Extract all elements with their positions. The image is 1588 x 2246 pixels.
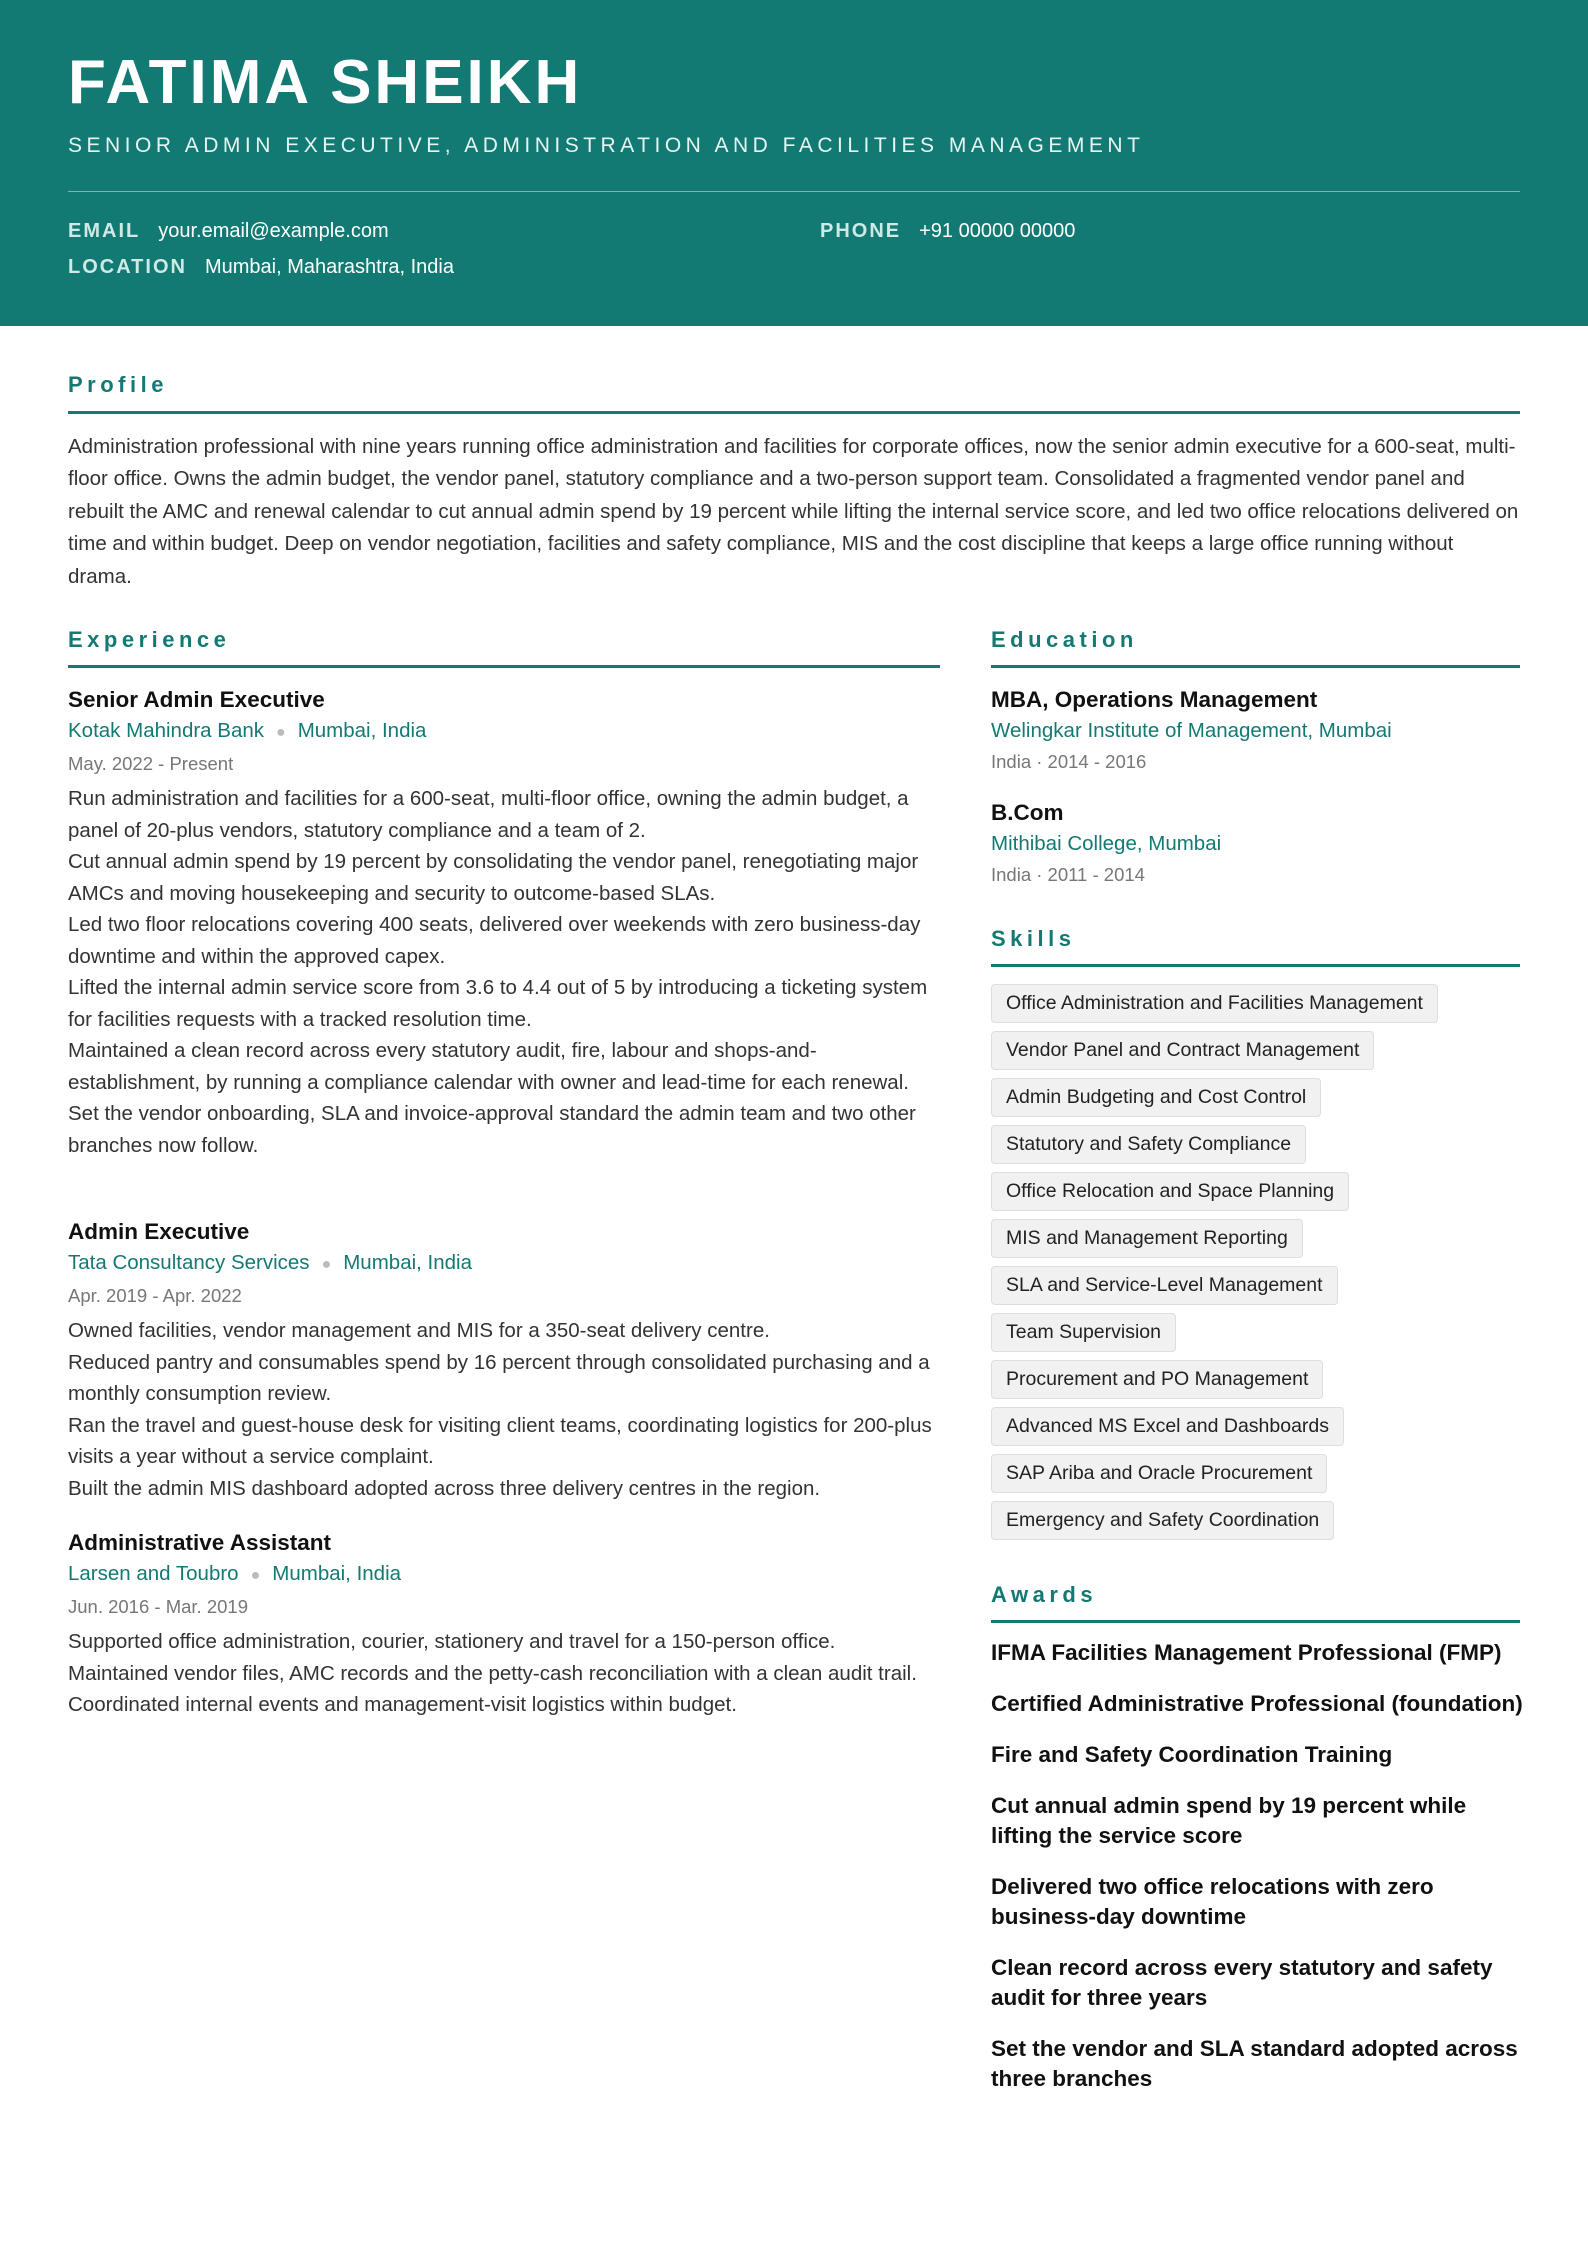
education-degree: B.Com bbox=[991, 800, 1064, 825]
skill-chip: SLA and Service-Level Management bbox=[991, 1266, 1338, 1305]
skill-chip: Office Administration and Facilities Management bbox=[991, 984, 1438, 1023]
job-line: Set the vendor onboarding, SLA and invoice-approval standard the admin team and two other branches now follow. bbox=[68, 1102, 916, 1157]
job-company-line bbox=[68, 715, 940, 749]
award-item: Set the vendor and SLA standard adopted across three branches bbox=[991, 2036, 1518, 2091]
job-line: Built the admin MIS dashboard adopted across three delivery centres in the region. bbox=[68, 1476, 821, 1500]
skill-chip: Emergency and Safety Coordination bbox=[991, 1501, 1334, 1540]
job-company-line bbox=[68, 1558, 940, 1592]
skill-chip: Statutory and Safety Compliance bbox=[991, 1125, 1306, 1164]
job-location: Mumbai, India bbox=[297, 719, 427, 742]
awards-rule bbox=[991, 1620, 1520, 1623]
job-description bbox=[68, 783, 940, 1161]
job-line: Led two floor relocations covering 400 seats, delivered over weekends with zero business-day downtime and within the approved capex. bbox=[68, 913, 921, 968]
award-item: IFMA Facilities Management Professional (FMP) bbox=[991, 1640, 1502, 1665]
award-item: Delivered two office relocations with zero business-day downtime bbox=[991, 1874, 1434, 1929]
education-meta: India · 2011 - 2014 bbox=[991, 864, 1145, 885]
awards-heading: Awards bbox=[991, 1582, 1098, 1607]
skill-chip: MIS and Management Reporting bbox=[991, 1219, 1303, 1258]
skill-chip: Procurement and PO Management bbox=[991, 1360, 1323, 1399]
job-line: Maintained vendor files, AMC records and the petty-cash reconciliation with a clean audit trail. bbox=[68, 1661, 917, 1685]
job-line: Owned facilities, vendor management and MIS for a 350-seat delivery centre. bbox=[68, 1319, 770, 1342]
resume-header bbox=[0, 0, 1588, 326]
phone-value[interactable]: +91 00000 00000 bbox=[919, 220, 1076, 242]
education-meta: India · 2014 - 2016 bbox=[991, 751, 1147, 772]
job-line: Coordinated internal events and management-visit logistics within budget. bbox=[68, 1693, 737, 1716]
job-company-line bbox=[68, 1247, 940, 1281]
profile-heading: Profile bbox=[68, 372, 168, 397]
award-item: Clean record across every statutory and safety audit for three years bbox=[991, 1955, 1493, 2010]
job-company: Larsen and Toubro bbox=[68, 1562, 239, 1585]
job-dates: Apr. 2019 - Apr. 2022 bbox=[68, 1285, 242, 1306]
location-value: Mumbai, Maharashtra, India bbox=[204, 256, 454, 278]
skills-list bbox=[991, 984, 1531, 1548]
job-title: Senior Admin Executive bbox=[68, 687, 325, 712]
experience-rule bbox=[68, 665, 940, 668]
award-item: Certified Administrative Professional (foundation) bbox=[991, 1691, 1523, 1716]
skill-chip: Admin Budgeting and Cost Control bbox=[991, 1078, 1321, 1117]
contact-location bbox=[68, 255, 454, 279]
job-line: Run administration and facilities for a 600-seat, multi-floor office, owning the admin budget, a panel of 20-plus vendors, statutory compliance and a team of 2. bbox=[68, 787, 909, 842]
education-school: Mithibai College, Mumbai bbox=[991, 832, 1222, 855]
education-degree: MBA, Operations Management bbox=[991, 687, 1318, 712]
location-label: LOCATION bbox=[68, 256, 187, 278]
education-entry bbox=[991, 685, 1531, 777]
job-dates: May. 2022 - Present bbox=[68, 753, 234, 774]
education-school: Welingkar Institute of Management, Mumbai bbox=[991, 719, 1392, 742]
job-location: Mumbai, India bbox=[343, 1251, 472, 1274]
separator-dot-icon: ● bbox=[321, 1256, 332, 1273]
email-label: EMAIL bbox=[68, 220, 141, 242]
job-line: Lifted the internal admin service score from 3.6 to 4.4 out of 5 by introducing a ticketing system for facilities requests with a tracked resolution time. bbox=[68, 976, 928, 1031]
education-heading: Education bbox=[991, 627, 1138, 652]
experience-heading: Experience bbox=[68, 627, 231, 652]
skill-chip: Advanced MS Excel and Dashboards bbox=[991, 1407, 1344, 1446]
job-line: Cut annual admin spend by 19 percent by consolidating the vendor panel, renegotiating major AMCs and moving housekeeping and security to outcome-based SLAs. bbox=[68, 850, 919, 905]
education-rule bbox=[991, 665, 1520, 668]
skills-rule bbox=[991, 964, 1520, 967]
phone-label: PHONE bbox=[820, 220, 902, 242]
email-value[interactable]: your.email@example.com bbox=[158, 220, 389, 242]
job-line: Reduced pantry and consumables spend by 16 percent through consolidated purchasing and a monthly consumption review. bbox=[68, 1350, 930, 1405]
job-entry bbox=[68, 1217, 940, 1504]
contact-phone bbox=[820, 219, 1075, 243]
job-title: Administrative Assistant bbox=[68, 1530, 331, 1555]
job-line: Supported office administration, courier, stationery and travel for a 150-person office. bbox=[68, 1630, 836, 1653]
job-line: Maintained a clean record across every statutory audit, fire, labour and shops-and-establishment, by running a compliance calendar with owner and lead-time for each renewal. bbox=[68, 1039, 909, 1094]
job-line: Ran the travel and guest-house desk for visiting client teams, coordinating logistics for 200-plus visits a year without a service complaint. bbox=[68, 1413, 932, 1468]
awards-list bbox=[991, 1638, 1531, 2115]
skill-chip: Office Relocation and Space Planning bbox=[991, 1172, 1349, 1211]
job-dates: Jun. 2016 - Mar. 2019 bbox=[68, 1596, 248, 1617]
job-entry bbox=[68, 1528, 940, 1721]
award-item: Fire and Safety Coordination Training bbox=[991, 1742, 1393, 1767]
job-description bbox=[68, 1626, 940, 1721]
candidate-name: FATIMA SHEIKH bbox=[68, 48, 583, 117]
skills-heading: Skills bbox=[991, 926, 1076, 951]
job-entry bbox=[68, 685, 940, 1161]
skill-chip: Team Supervision bbox=[991, 1313, 1176, 1352]
job-location: Mumbai, India bbox=[272, 1562, 402, 1585]
header-divider bbox=[68, 191, 1520, 192]
separator-dot-icon: ● bbox=[250, 1567, 261, 1584]
contact-email bbox=[68, 219, 389, 243]
skill-chip: Vendor Panel and Contract Management bbox=[991, 1031, 1374, 1070]
education-entry bbox=[991, 798, 1531, 890]
profile-summary: Administration professional with nine years running office administration and facilities for corporate offices, now the senior admin executive for a 600-seat, multi-floor office. Owns the admin budget, the vendor panel, statutory compliance and a two-person support team. Consolidated a fragmented vendor panel and rebuilt the AMC and renewal calendar to cut annual admin spend by 19 percent while lifting the internal service score, and led two office relocations delivered on time and within budget. Deep on vendor negotiation, facilities and safety compliance, MIS and the cost discipline that keeps a large office running without drama. bbox=[68, 435, 1519, 588]
job-title: Admin Executive bbox=[68, 1219, 250, 1244]
job-company: Tata Consultancy Services bbox=[68, 1251, 310, 1274]
candidate-title: SENIOR ADMIN EXECUTIVE, ADMINISTRATION AND FACILITIES MANAGEMENT bbox=[68, 134, 1145, 157]
job-description bbox=[68, 1315, 940, 1504]
profile-rule bbox=[68, 411, 1520, 414]
separator-dot-icon: ● bbox=[276, 724, 286, 741]
skill-chip: SAP Ariba and Oracle Procurement bbox=[991, 1454, 1327, 1493]
award-item: Cut annual admin spend by 19 percent while lifting the service score bbox=[991, 1793, 1467, 1848]
job-company: Kotak Mahindra Bank bbox=[68, 719, 265, 742]
